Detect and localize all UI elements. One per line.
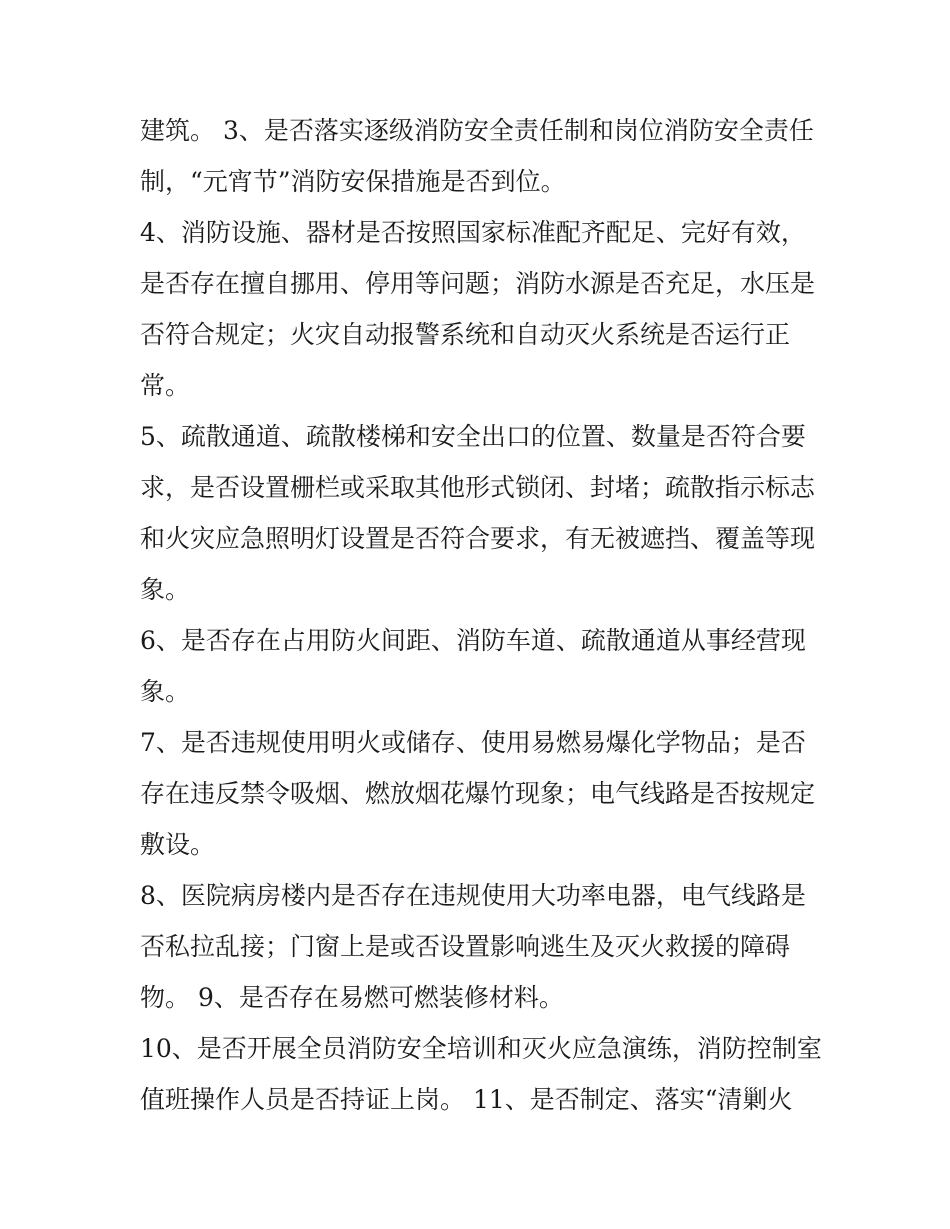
- text-line: 10、是否开展全员消防安全培训和灭火应急演练，消防控制室: [140, 1034, 822, 1063]
- text-line: 5、疏散通道、疏散楼梯和安全出口的位置、数量是否符合要: [140, 422, 806, 451]
- text-line: 求，是否设置栅栏或采取其他形式锁闭、封堵；疏散指示标志: [140, 473, 816, 502]
- text-line: 是否存在擅自挪用、停用等问题；消防水源是否充足，水压是: [140, 269, 816, 298]
- text-line: 象。: [140, 575, 191, 604]
- text-line: 值班操作人员是否持证上岗。 11、是否制定、落实“清剿火: [140, 1085, 793, 1114]
- text-line: 否私拉乱接；门窗上是或否设置影响逃生及灭火救援的障碍: [140, 932, 791, 961]
- text-line: 制，“元宵节”消防安保措施是否到位。: [140, 167, 566, 196]
- text-line: 象。: [140, 677, 191, 706]
- text-line: 敷设。: [140, 830, 216, 859]
- text-line: 否符合规定；火灾自动报警系统和自动灭火系统是否运行正: [140, 320, 791, 349]
- text-line: 存在违反禁令吸烟、燃放烟花爆竹现象；电气线路是否按规定: [140, 779, 816, 808]
- text-line: 建筑。 3、是否落实逐级消防安全责任制和岗位消防安全责任: [140, 116, 814, 145]
- document-body: [140, 105, 820, 1125]
- text-line: 4、消防设施、器材是否按照国家标准配齐配足、完好有效，: [140, 218, 806, 247]
- text-line: 常。: [140, 371, 191, 400]
- text-line: 8、医院病房楼内是否存在违规使用大功率电器，电气线路是: [140, 881, 806, 910]
- text-line: 7、是否违规使用明火或储存、使用易燃易爆化学物品；是否: [140, 728, 806, 757]
- text-line: 和火灾应急照明灯设置是否符合要求，有无被遮挡、覆盖等现: [140, 524, 816, 553]
- text-line: 物。 9、是否存在易燃可燃装修材料。: [140, 983, 564, 1012]
- text-line: 6、是否存在占用防火间距、消防车道、疏散通道从事经营现: [140, 626, 806, 655]
